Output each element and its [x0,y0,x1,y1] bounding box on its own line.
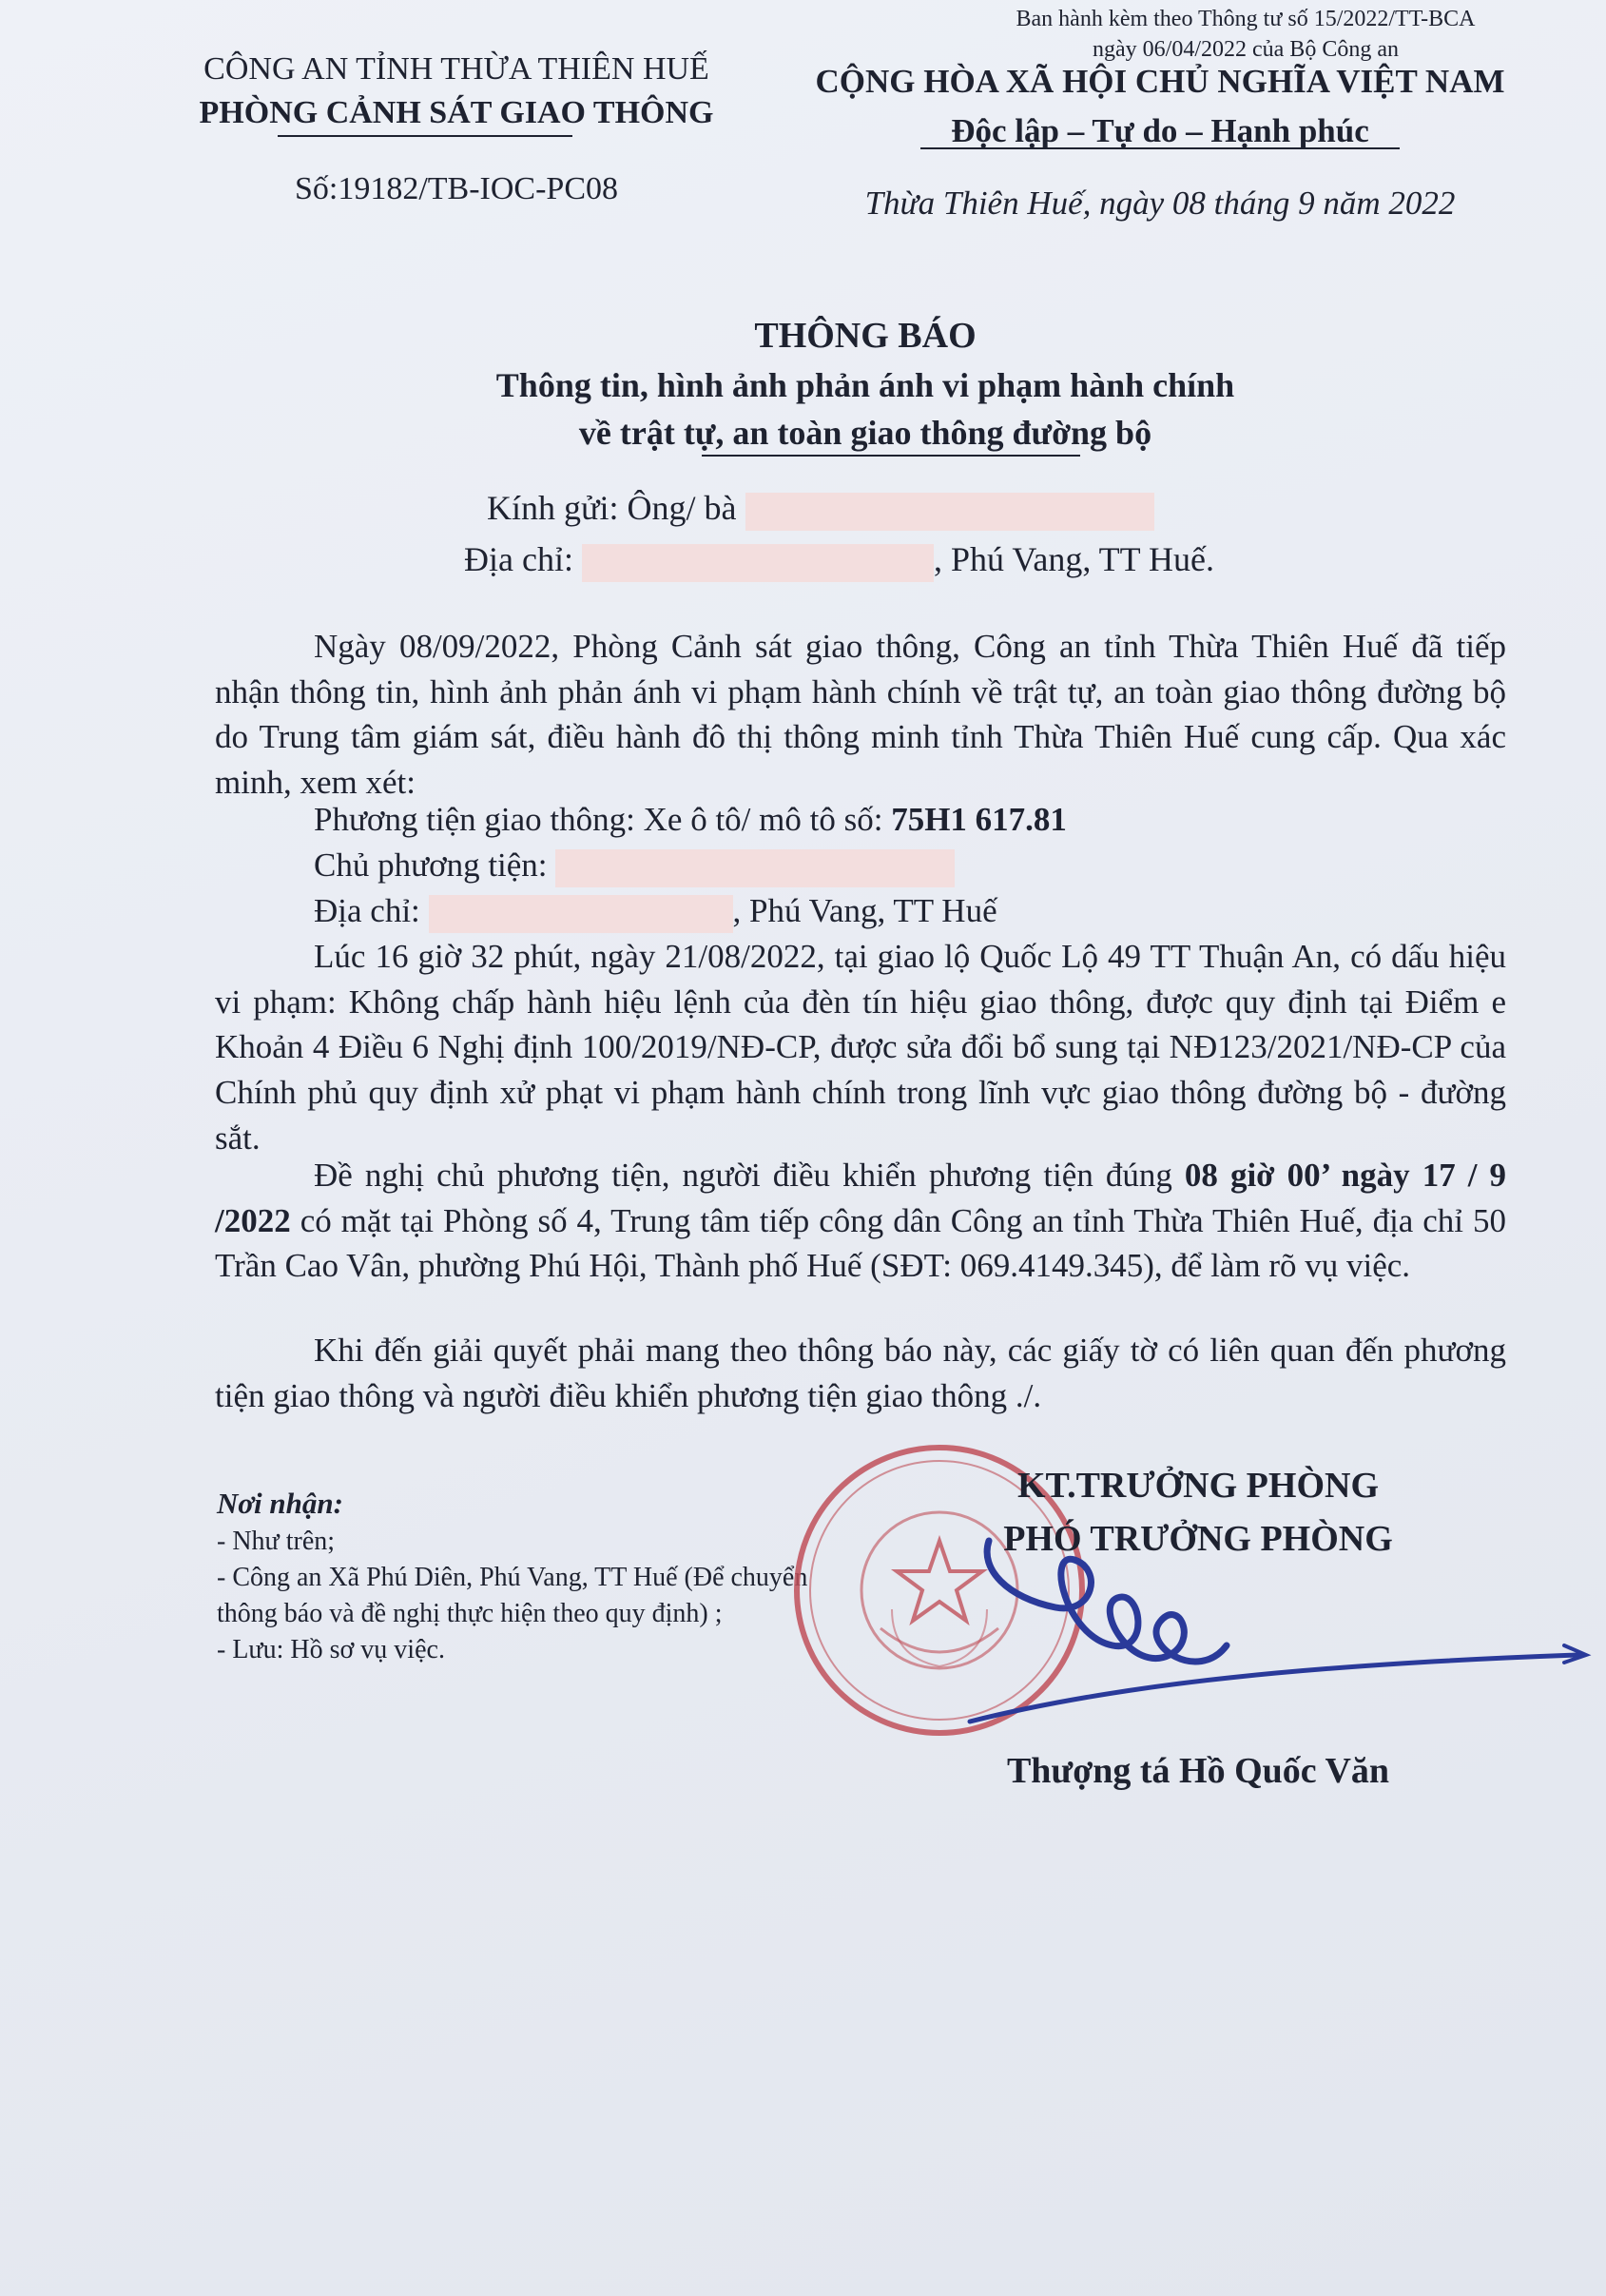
appointment-time: 08 giờ 00’ ngày 17 / 9 /2022 [215,1157,1506,1239]
body-paragraph-3 [215,1153,1506,1289]
vehicle-line [314,797,1067,842]
recipient-item-2: - Công an Xã Phú Diên, Phú Vang, TT Huế (Để chuyển thông báo và đề nghị thực hiện theo quy định) ; [217,1563,808,1628]
date-line: Thừa Thiên Huế, ngày 08 tháng 9 năm 2022 [864,185,1456,222]
body-paragraph-1: Ngày 08/09/2022, Phòng Cảnh sát giao thông, Công an tỉnh Thừa Thiên Huế đã tiếp nhận thông tin, hình ảnh phản ánh vi phạm hành chính về trật tự, an toàn giao thông đường bộ do Trung tâm giám sát, điều hành đô thị thông minh tỉnh Thừa Thiên Huế cung cấp. Qua xác minh, xem xét: [215,628,1506,802]
signer-title-line2: PHÓ TRƯỞNG PHÒNG [1003,1519,1393,1559]
vehicle-label: Phương tiện giao thông: Xe ô tô/ mô tô số: [314,801,883,838]
recipient-item-1: - Như trên; [217,1527,336,1556]
issuance-note-line1: Ban hành kèm theo Thông tư số 15/2022/TT-BCA [1016,7,1476,31]
owner-line [314,843,955,887]
national-header [780,57,1540,156]
issuance-note [932,4,1559,65]
owner-address-label: Địa chỉ: [314,892,420,929]
national-title: CỘNG HÒA XÃ HỘI CHỦ NGHĨA VIỆT NAM [815,63,1505,100]
handwritten-signature [951,1531,1597,1741]
body-paragraph-2: Lúc 16 giờ 32 phút, ngày 21/08/2022, tại giao lộ Quốc Lộ 49 TT Thuận An, có dấu hiệu vi phạm: Không chấp hành hiệu lệnh của đèn tín hiệu giao thông, được quy định tại Điểm e Khoản 4 Điều 6 Nghị định 100/2019/NĐ-CP, được sửa đổi bổ sung tại NĐ123/2021/NĐ-CP của Chính phủ quy định xử phạt vi phạm hành chính trong lĩnh vực giao thông đường bộ - đường sắt. [215,938,1506,1157]
owner-address-tail: , Phú Vang, TT Huế [732,892,997,929]
owner-label: Chủ phương tiện: [314,846,548,884]
redacted-address [582,544,934,582]
motto-underline [920,147,1400,149]
recipients-heading: Nơi nhận: [217,1487,343,1520]
address-tail: , Phú Vang, TT Huế. [933,540,1214,578]
redacted-name [745,493,1154,531]
signer-title-line1: KT.TRƯỞNG PHÒNG [1017,1466,1379,1506]
recipients-block [217,1484,844,1668]
title-underline [702,455,1080,457]
redacted-owner [555,849,955,887]
address-label: Địa chỉ: [464,540,573,578]
notice-title: THÔNG BÁO [754,316,977,356]
notice-title-block [285,310,1445,457]
appointment-text-a: Đề nghị chủ phương tiện, người điều khiển phương tiện đúng [314,1157,1172,1194]
national-motto: Độc lập – Tự do – Hạnh phúc [951,112,1369,149]
appointment-text-b: có mặt tại Phòng số 4, Trung tâm tiếp công dân Công an tỉnh Thừa Thiên Huế, địa chỉ 50 Trần Cao Vân, phường Phú Hội, Thành phố Huế (SĐT: 069.4149.345), để làm rõ vụ việc. [215,1201,1506,1285]
plate-number: 75H1 617.81 [891,801,1067,838]
agency-header [152,48,761,135]
agency-underline [278,135,572,137]
document-number: Số:19182/TB-IOC-PC08 [294,171,619,206]
recipient-item-3: - Lưu: Hồ sơ vụ việc. [217,1635,445,1664]
addressee-line [487,483,1154,533]
owner-address-line [314,888,997,933]
agency-name: CÔNG AN TỈNH THỪA THIÊN HUẾ [203,51,709,87]
redacted-owner-address [429,895,733,933]
signer-name: Thượng tá Hồ Quốc Văn [1006,1751,1390,1791]
issuance-note-line2: ngày 06/04/2022 của Bộ Công an [1093,37,1399,62]
notice-subtitle-line1: Thông tin, hình ảnh phản ánh vi phạm hành chính [495,366,1235,404]
body-paragraph-4: Khi đến giải quyết phải mang theo thông báo này, các giấy tờ có liên quan đến phương tiện giao thông và người điều khiển phương tiện giao thông ./. [215,1332,1506,1414]
addressee-greeting: Kính gửi: Ông/ bà [487,489,737,527]
notice-subtitle-line2: về trật tự, an toàn giao thông đường bộ [578,414,1152,452]
department-name: PHÒNG CẢNH SÁT GIAO THÔNG [199,95,714,130]
addressee-address-line [464,535,1214,584]
